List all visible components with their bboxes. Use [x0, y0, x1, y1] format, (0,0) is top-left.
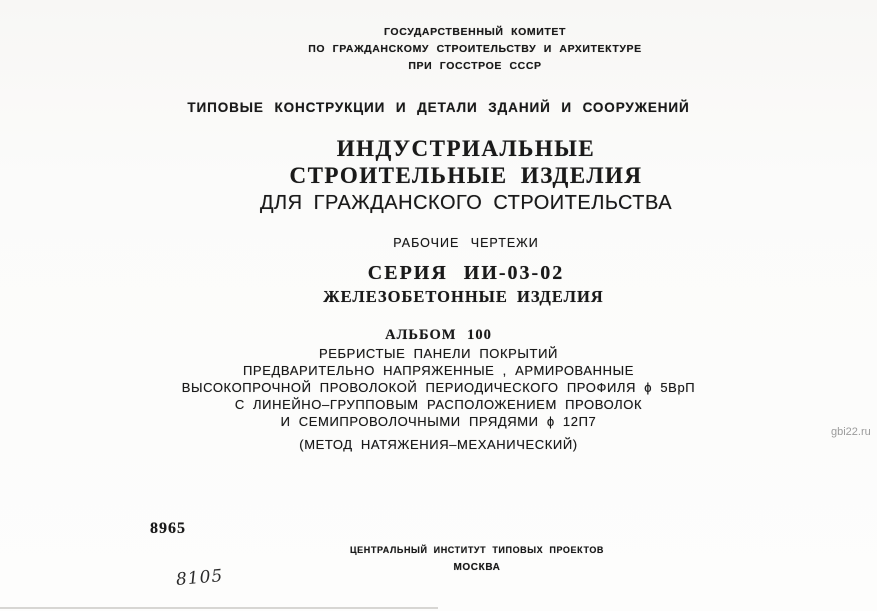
album-line-3: ВЫСОКОПРОЧНОЙ ПРОВОЛОКОЙ ПЕРИОДИЧЕСКОГО ПРОФИЛЯ ϕ 5ВрП [181, 380, 696, 395]
series-code: СЕРИЯ ИИ-03-02 [367, 262, 565, 284]
document-number: 8965 [150, 520, 186, 537]
main-title-block [55, 135, 877, 218]
series-banner: ТИПОВЫЕ КОНСТРУКЦИИ И ДЕТАЛИ ЗДАНИЙ И СООРУЖЕНИЙ [187, 100, 690, 115]
album-line-5: И СЕМИПРОВОЛОЧНЫМИ ПРЯДЯМИ ϕ 12П7 [280, 414, 597, 429]
album-heading: АЛЬБОМ 100 [385, 327, 492, 343]
album-line-2: ПРЕДВАРИТЕЛЬНО НАПРЯЖЕННЫЕ , АРМИРОВАННЫЕ [242, 363, 635, 378]
album-line-1: РЕБРИСТЫЕ ПАНЕЛИ ПОКРЫТИЙ [319, 346, 558, 361]
handwritten-note: 8105 [175, 565, 225, 591]
album-block [0, 325, 877, 453]
working-drawings-label: РАБОЧИЕ ЧЕРТЕЖИ [393, 236, 539, 250]
album-line-4: С ЛИНЕЙНО–ГРУППОВЫМ РАСПОЛОЖЕНИЕМ ПРОВОЛОК [234, 397, 643, 412]
main-title-line-3: ДЛЯ ГРАЖДАНСКОГО СТРОИТЕЛЬСТВА [259, 192, 673, 214]
main-title-line-1: ИНДУСТРИАЛЬНЫЕ [336, 136, 596, 161]
publisher-city: МОСКВА [453, 562, 501, 573]
committee-block [73, 24, 877, 75]
series-subtitle: ЖЕЛЕЗОБЕТОННЫЕ ИЗДЕЛИЯ [323, 287, 604, 306]
committee-line-3: ПРИ ГОССТРОЕ СССР [408, 60, 542, 72]
committee-line-1: ГОСУДАРСТВЕННЫЙ КОМИТЕТ [384, 26, 566, 38]
publisher-name: ЦЕНТРАЛЬНЫЙ ИНСТИТУТ ТИПОВЫХ ПРОЕКТОВ [349, 545, 605, 555]
main-title-line-2: СТРОИТЕЛЬНЫЕ ИЗДЕЛИЯ [289, 163, 643, 188]
tension-method-note: (МЕТОД НАТЯЖЕНИЯ–МЕХАНИЧЕСКИЙ) [299, 437, 578, 452]
scan-edge-line [0, 607, 438, 609]
site-watermark: gbi22.ru [831, 426, 871, 438]
committee-line-2: ПО ГРАЖДАНСКОМУ СТРОИТЕЛЬСТВУ И АРХИТЕКТУРЕ [308, 43, 642, 55]
